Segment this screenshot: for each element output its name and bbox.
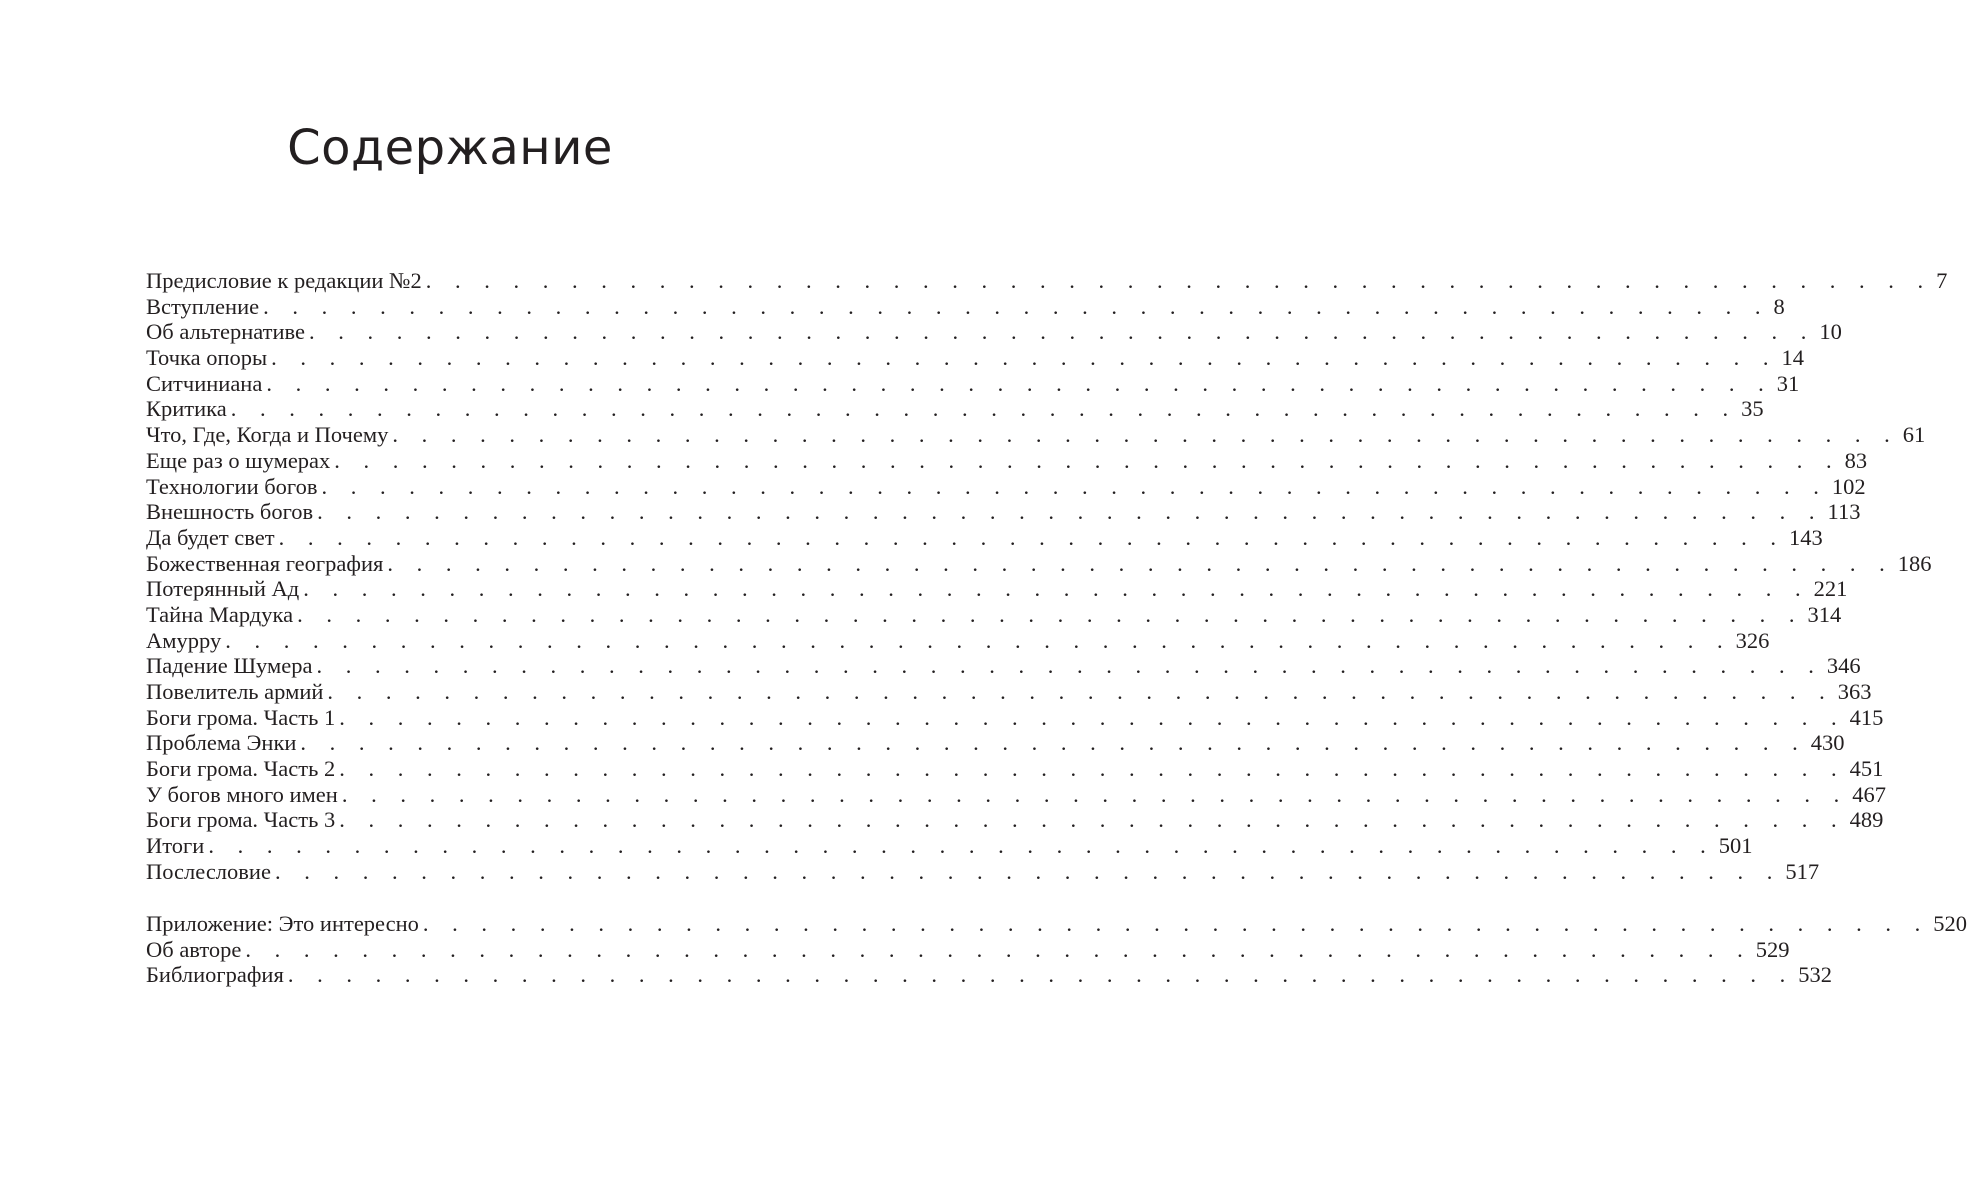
toc-entry-label: Еще раз о шумерах	[146, 447, 331, 473]
dot-leader: . . . . . . . . . . . . . . . . . . . . . . . . . . . . . . . . . . . . . . . . . . . . . . . . . . . .	[263, 293, 1770, 319]
toc-entry	[146, 268, 1948, 294]
toc-entry-page-number: 314	[1807, 601, 1842, 627]
dot-leader: . . . . . . . . . . . . . . . . . . . . . . . . . . . . . . . . . . . . . . . . . . . . . . . . . . . .	[341, 781, 1849, 807]
toc-entry	[146, 679, 1872, 705]
dot-leader: . . . . . . . . . . . . . . . . . . . . . . . . . . . . . . . . . . . . . . . . . . . . . . . . . . . .	[274, 858, 1782, 884]
dot-leader: . . . . . . . . . . . . . . . . . . . . . . . . . . . . . . . . . . . . . . . . . . . . . . . . . . . .	[266, 370, 1773, 396]
toc-entry-page-number: 346	[1826, 653, 1861, 679]
toc-entry-label: Амурру	[146, 627, 222, 653]
dot-leader: . . . . . . . . . . . . . . . . . . . . . . . . . . . . . . . . . . . . . . . . . . . . . . . . . . . .	[321, 473, 1828, 499]
page-title: Содержание	[287, 120, 613, 176]
toc-entry	[146, 422, 1926, 448]
toc-entry-page-number: 520	[1933, 911, 1967, 936]
toc-entry	[146, 627, 1770, 654]
toc-entry-page-number: 415	[1849, 704, 1884, 730]
toc-entry-page-number: 7	[1936, 268, 1948, 293]
toc-entry-page-number: 35	[1741, 396, 1764, 422]
dot-leader: . . . . . . . . . . . . . . . . . . . . . . . . . . . . . . . . . . . . . . . . . . . . . . . . . . . .	[287, 962, 1795, 988]
toc-entry-page-number: 430	[1810, 730, 1845, 756]
toc-entry-page-number: 31	[1776, 370, 1800, 396]
toc-entry-label: Ситчиниана	[146, 370, 263, 396]
toc-entry	[146, 524, 1823, 551]
toc-entry-page-number: 451	[1849, 756, 1884, 782]
dot-leader: . . . . . . . . . . . . . . . . . . . . . . . . . . . . . . . . . . . . . . . . . . . . . . . . . . . .	[339, 756, 1846, 782]
toc-entry-label: Технологии богов	[146, 473, 318, 499]
toc-entry-label: Боги грома. Часть 2	[146, 756, 336, 782]
toc-entry	[146, 319, 1842, 345]
dot-leader: . . . . . . . . . . . . . . . . . . . . . . . . . . . . . . . . . . . . . . . . . . . . . . . . . . . .	[208, 833, 1715, 859]
toc-entry-label: Послесловие	[146, 858, 271, 884]
toc-entry	[146, 858, 1820, 885]
toc-entry-page-number: 10	[1819, 319, 1842, 345]
dot-leader: . . . . . . . . . . . . . . . . . . . . . . . . . . . . . . . . . . . . . . . . . . . . . . . . . . . .	[339, 704, 1846, 730]
toc-entry-label: Что, Где, Когда и Почему	[146, 422, 389, 448]
toc-entry-page-number: 143	[1788, 524, 1823, 550]
toc-entry-page-number: 8	[1773, 293, 1785, 319]
toc-entry	[146, 833, 1753, 859]
toc-entry	[146, 653, 1861, 679]
toc-entry	[146, 807, 1884, 833]
toc-entry-label: Критика	[146, 396, 227, 422]
toc-entry-page-number: 326	[1735, 627, 1770, 653]
toc-entry-label: Предисловие к редакции №2	[146, 268, 422, 293]
toc-entry-page-number: 467	[1852, 781, 1886, 807]
toc-entry-page-number: 102	[1831, 473, 1866, 499]
dot-leader: . . . . . . . . . . . . . . . . . . . . . . . . . . . . . . . . . . . . . . . . . . . . . . . . . . . .	[309, 319, 1816, 345]
toc-main-list	[146, 268, 1948, 885]
toc-entry-page-number: 61	[1902, 422, 1926, 448]
toc-entry-page-number: 83	[1844, 447, 1868, 473]
toc-entry-page-number: 489	[1849, 807, 1884, 833]
dot-leader: . . . . . . . . . . . . . . . . . . . . . . . . . . . . . . . . . . . . . . . . . . . . . . . . . . . .	[303, 576, 1810, 602]
toc-entry-label: Вступление	[146, 293, 260, 319]
dot-leader: . . . . . . . . . . . . . . . . . . . . . . . . . . . . . . . . . . . . . . . . . . . . . . . . . . . .	[334, 447, 1841, 473]
dot-leader: . . . . . . . . . . . . . . . . . . . . . . . . . . . . . . . . . . . . . . . . . . . . . . . . . . . .	[387, 550, 1894, 576]
dot-leader: . . . . . . . . . . . . . . . . . . . . . . . . . . . . . . . . . . . . . . . . . . . . . . . . . . . .	[230, 396, 1738, 422]
toc-entry	[146, 293, 1785, 320]
toc-entry-page-number: 363	[1837, 679, 1872, 704]
toc-entry	[146, 345, 1805, 371]
toc-entry	[146, 704, 1884, 731]
toc-entry-label: У богов много имен	[146, 781, 338, 807]
dot-leader: . . . . . . . . . . . . . . . . . . . . . . . . . . . . . . . . . . . . . . . . . . . . . . . . . . . .	[339, 807, 1846, 833]
toc-entry	[146, 756, 1884, 782]
toc-entry-label: Падение Шумера	[146, 653, 313, 679]
toc-entry-page-number: 501	[1718, 833, 1753, 859]
toc-entry	[146, 781, 1886, 808]
toc-entry	[146, 499, 1861, 525]
dot-leader: . . . . . . . . . . . . . . . . . . . . . . . . . . . . . . . . . . . . . . . . . . . . . . . . . . . .	[225, 627, 1732, 653]
toc-entry	[146, 473, 1866, 500]
toc-entry-label: Приложение: Это интересно	[146, 911, 419, 936]
toc-entry-label: Потерянный Ад	[146, 576, 300, 602]
toc-entry-label: Проблема Энки	[146, 730, 297, 756]
dot-leader: . . . . . . . . . . . . . . . . . . . . . . . . . . . . . . . . . . . . . . . . . . . . . . . . . . . .	[297, 601, 1804, 627]
toc-entry	[146, 447, 1868, 474]
toc-entry-label: Об авторе	[146, 936, 242, 962]
dot-leader: . . . . . . . . . . . . . . . . . . . . . . . . . . . . . . . . . . . . . . . . . . . . . . . . . . . .	[317, 499, 1824, 525]
dot-leader: . . . . . . . . . . . . . . . . . . . . . . . . . . . . . . . . . . . . . . . . . . . . . . . . . . . .	[422, 911, 1930, 936]
toc-entry-label: Тайна Мардука	[146, 601, 294, 627]
toc-entry-label: Внешность богов	[146, 499, 314, 525]
toc-entry	[146, 962, 1832, 988]
dot-leader: . . . . . . . . . . . . . . . . . . . . . . . . . . . . . . . . . . . . . . . . . . . . . . . . . . . .	[425, 268, 1933, 293]
toc-entry-page-number: 529	[1755, 936, 1790, 962]
toc-entry-label: Итоги	[146, 833, 205, 859]
toc-entry-label: Повелитель армий	[146, 679, 324, 704]
toc-entry	[146, 936, 1790, 963]
toc-entry	[146, 396, 1764, 422]
toc-entry	[146, 730, 1845, 756]
dot-leader: . . . . . . . . . . . . . . . . . . . . . . . . . . . . . . . . . . . . . . . . . . . . . . . . . . . .	[316, 653, 1823, 679]
dot-leader: . . . . . . . . . . . . . . . . . . . . . . . . . . . . . . . . . . . . . . . . . . . . . . . . . . . .	[392, 422, 1899, 448]
toc-entry-label: Точка опоры	[146, 345, 268, 371]
toc-entry	[146, 911, 1967, 937]
dot-leader: . . . . . . . . . . . . . . . . . . . . . . . . . . . . . . . . . . . . . . . . . . . . . . . . . . . .	[245, 936, 1752, 962]
toc-entry-label: Библиография	[146, 962, 284, 988]
toc-entry-page-number: 221	[1813, 576, 1848, 602]
toc-entry-page-number: 532	[1798, 962, 1832, 988]
dot-leader: . . . . . . . . . . . . . . . . . . . . . . . . . . . . . . . . . . . . . . . . . . . . . . . . . . . .	[271, 345, 1778, 371]
toc-entry	[146, 601, 1842, 628]
dot-leader: . . . . . . . . . . . . . . . . . . . . . . . . . . . . . . . . . . . . . . . . . . . . . . . . . . . .	[327, 679, 1834, 704]
dot-leader: . . . . . . . . . . . . . . . . . . . . . . . . . . . . . . . . . . . . . . . . . . . . . . . . . . . .	[300, 730, 1807, 756]
dot-leader: . . . . . . . . . . . . . . . . . . . . . . . . . . . . . . . . . . . . . . . . . . . . . . . . . . . .	[278, 524, 1785, 550]
toc-entry-label: Об альтернативе	[146, 319, 306, 345]
toc-entry-label: Божественная география	[146, 550, 384, 576]
toc-entry-page-number: 14	[1781, 345, 1805, 371]
toc-appendix-list	[146, 911, 1967, 988]
toc-entry	[146, 576, 1848, 602]
toc-entry	[146, 370, 1800, 397]
toc-entry-label: Боги грома. Часть 1	[146, 704, 336, 730]
toc-entry	[146, 550, 1932, 577]
toc-entry-label: Да будет свет	[146, 524, 275, 550]
toc-entry-page-number: 186	[1897, 550, 1932, 576]
toc-entry-page-number: 517	[1785, 858, 1820, 884]
toc-entry-page-number: 113	[1827, 499, 1861, 525]
toc-entry-label: Боги грома. Часть 3	[146, 807, 336, 833]
